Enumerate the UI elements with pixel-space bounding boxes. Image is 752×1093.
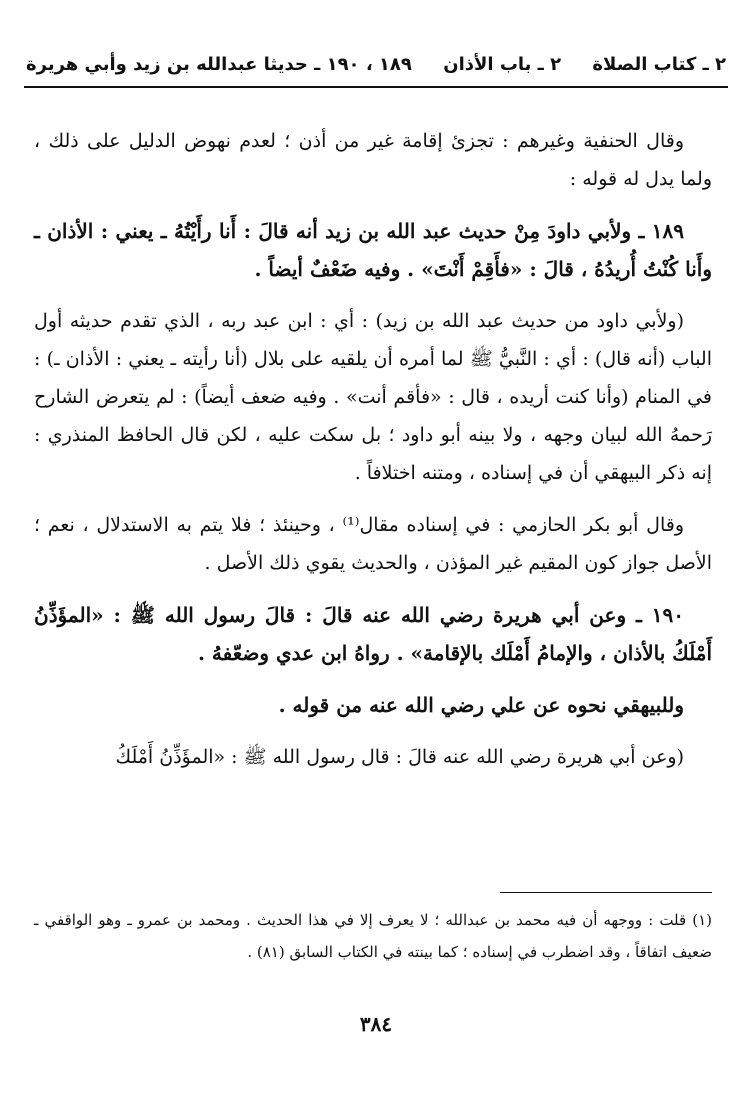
commentary-189: (ولأبي داود من حديث عبد الله بن زيد) : أي : ابن عبد ربه ، الذي تقدم حديثه أول الباب (أنه قال) : أي : النَّبيُّ ﷺ لما أمره أن يلقيه على بلال (أنا رأيته ـ يعني : الأذان ـ) : في المنام (وأنا كنت أريده ، قال : «فأقم أنت» . وفيه ضعف أيضاً) : لم يتعرض الشارح رَحمهُ الله لبيان وجهه ، ولا بينه أبو داود ؛ بل سكت عليه ، لكن قال الحافظ المنذري : إنه ذكر البيهقي أن في إسناده ، ومتنه اختلافاً . xyxy=(34,310,712,484)
hadith-190: ١٩٠ ـ وعن أبي هريرة رضي الله عنه قالَ : قالَ رسول الله ﷺ : «المؤَذِّنُ أَمْلَكُ بالأذان ، والإمامُ أَمْلَك بالإقامة» . رواهُ ابن عدي وضعّفهُ . xyxy=(34,603,712,665)
paragraph-hazimi: وقال أبو بكر الحازمي : في إسناده مقال⁽¹⁾ ، وحينئذ ؛ فلا يتم به الاستدلال ، نعم ؛ الأصل جواز كون المقيم غير المؤذن ، والحديث يقوي ذلك الأصل . xyxy=(34,514,712,574)
header-hadith-range: ١٨٩ ، ١٩٠ ـ حديثا عبدالله بن زيد وأبي هريرة xyxy=(26,53,412,75)
footnote-1: (١) قلت : ووجهه أن فيه محمد بن عبدالله ؛ لا يعرف إلا في هذا الحديث . ومحمد بن عمرو ـ وهو الواقفي ـ ضعيف اتفاقاً ، وقد اضطرب في إسناده ؛ كما بينته في الكتاب السابق (٨١) . xyxy=(34,911,712,961)
page-number: ٣٨٤ xyxy=(359,1012,393,1036)
paragraph-hanafi-opinion: وقال الحنفية وغيرهم : تجزئ إقامة غير من أذن ؛ لعدم نهوض الدليل على ذلك ، ولما يدل له قوله : xyxy=(34,130,712,190)
footnotes xyxy=(34,904,712,968)
running-header xyxy=(26,44,726,84)
header-book-section: ٢ ـ كتاب الصلاة xyxy=(592,53,726,75)
hadith-190-bayhaqi: وللبيهقي نحوه عن علي رضي الله عنه من قوله . xyxy=(278,693,684,717)
header-rule xyxy=(24,86,728,88)
header-chapter: ٢ ـ باب الأذان xyxy=(443,53,562,75)
hadith-189: ١٨٩ ـ ولأبي داودَ مِنْ حديث عبد الله بن زيد أنه قالَ : أَنا رأَيْتُهُ ـ يعني : الأذان ـ وأَنا كُنْتُ أُريدُهُ ، قالَ : «فأَقِمْ أَنْتَ» . وفيه ضَعْفٌ أيضاً . xyxy=(34,219,712,281)
main-text xyxy=(34,122,712,790)
footnote-rule xyxy=(500,892,712,893)
commentary-190: (وعن أبي هريرة رضي الله عنه قالَ : قال رسول الله ﷺ : «المؤَذِّنُ أَمْلَكُ xyxy=(115,746,684,768)
